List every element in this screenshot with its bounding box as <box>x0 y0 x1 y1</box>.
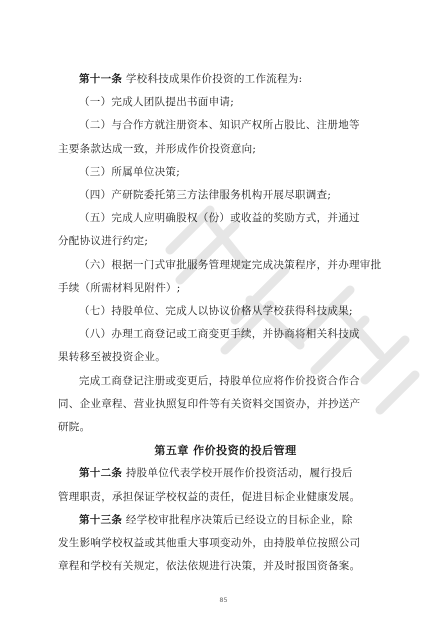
step-line: 果转移至被投资企业。 <box>58 351 166 364</box>
article-11-text: 学校科技成果作价投资的工作流程为: <box>125 73 303 85</box>
article-12-text: 持股单位代表学校开展作价投资活动，履行投后 <box>125 467 353 480</box>
article-13-line: 发生影响学校权益或其他重大事项变动外，由持股单位按照公司 <box>58 537 361 550</box>
step-line: 手续（所需材料见附件）; <box>58 281 181 294</box>
closing-line: 同、企业章程、营业执照复印件等有关资料交国资办，并抄送产 <box>58 397 361 410</box>
step-line: （六）根据一门式审批服务管理规定完成决策程序，并办理审批 <box>79 258 382 271</box>
article-12-line: 管理职责，承担保证学校权益的责任，促进目标企业健康发展。 <box>58 490 361 503</box>
article-13-title: 第十三条 <box>79 513 123 526</box>
step-line: 主要条款达成一致，并形成作价投资意向; <box>58 142 257 155</box>
step-line: （五）完成人应明确股权（份）或收益的奖励方式，并通过 <box>79 212 360 225</box>
step-line: （八）办理工商登记或工商变更手续，并协商将相关科技成 <box>79 328 360 341</box>
article-content <box>58 68 393 578</box>
article-13-line: 章程和学校有关规定，依法依规进行决策，并及时报国资备案。 <box>58 560 361 573</box>
page-number: 85 <box>219 596 228 604</box>
step-line: 分配协议进行约定; <box>58 235 149 248</box>
closing-line: 研院。 <box>58 421 91 434</box>
article-12-title: 第十二条 <box>79 467 123 480</box>
step-line: （一）完成人团队提出书面申请; <box>79 96 235 109</box>
article-11-intro <box>58 68 393 91</box>
step-line: （二）与合作方就注册资本、知识产权所占股比、注册地等 <box>79 119 360 132</box>
article-13-text: 经学校审批程序决策后已经设立的目标企业，除 <box>125 513 353 526</box>
step-line: （七）持股单位、完成人以协议价格从学校获得科技成果; <box>79 305 353 318</box>
article-11-title: 第十一条 <box>79 73 123 85</box>
chapter-heading: 第五章 作价投资的投后管理 <box>154 444 297 458</box>
step-line: （四）产研院委托第三方法律服务机构开展尽职调查; <box>79 189 332 202</box>
closing-line: 完成工商登记注册或变更后，持股单位应将作价投资合作合 <box>79 374 360 387</box>
article-13-line <box>58 509 393 532</box>
article-12-line <box>58 462 393 485</box>
step-line: （三）所属单位决策; <box>79 165 181 178</box>
